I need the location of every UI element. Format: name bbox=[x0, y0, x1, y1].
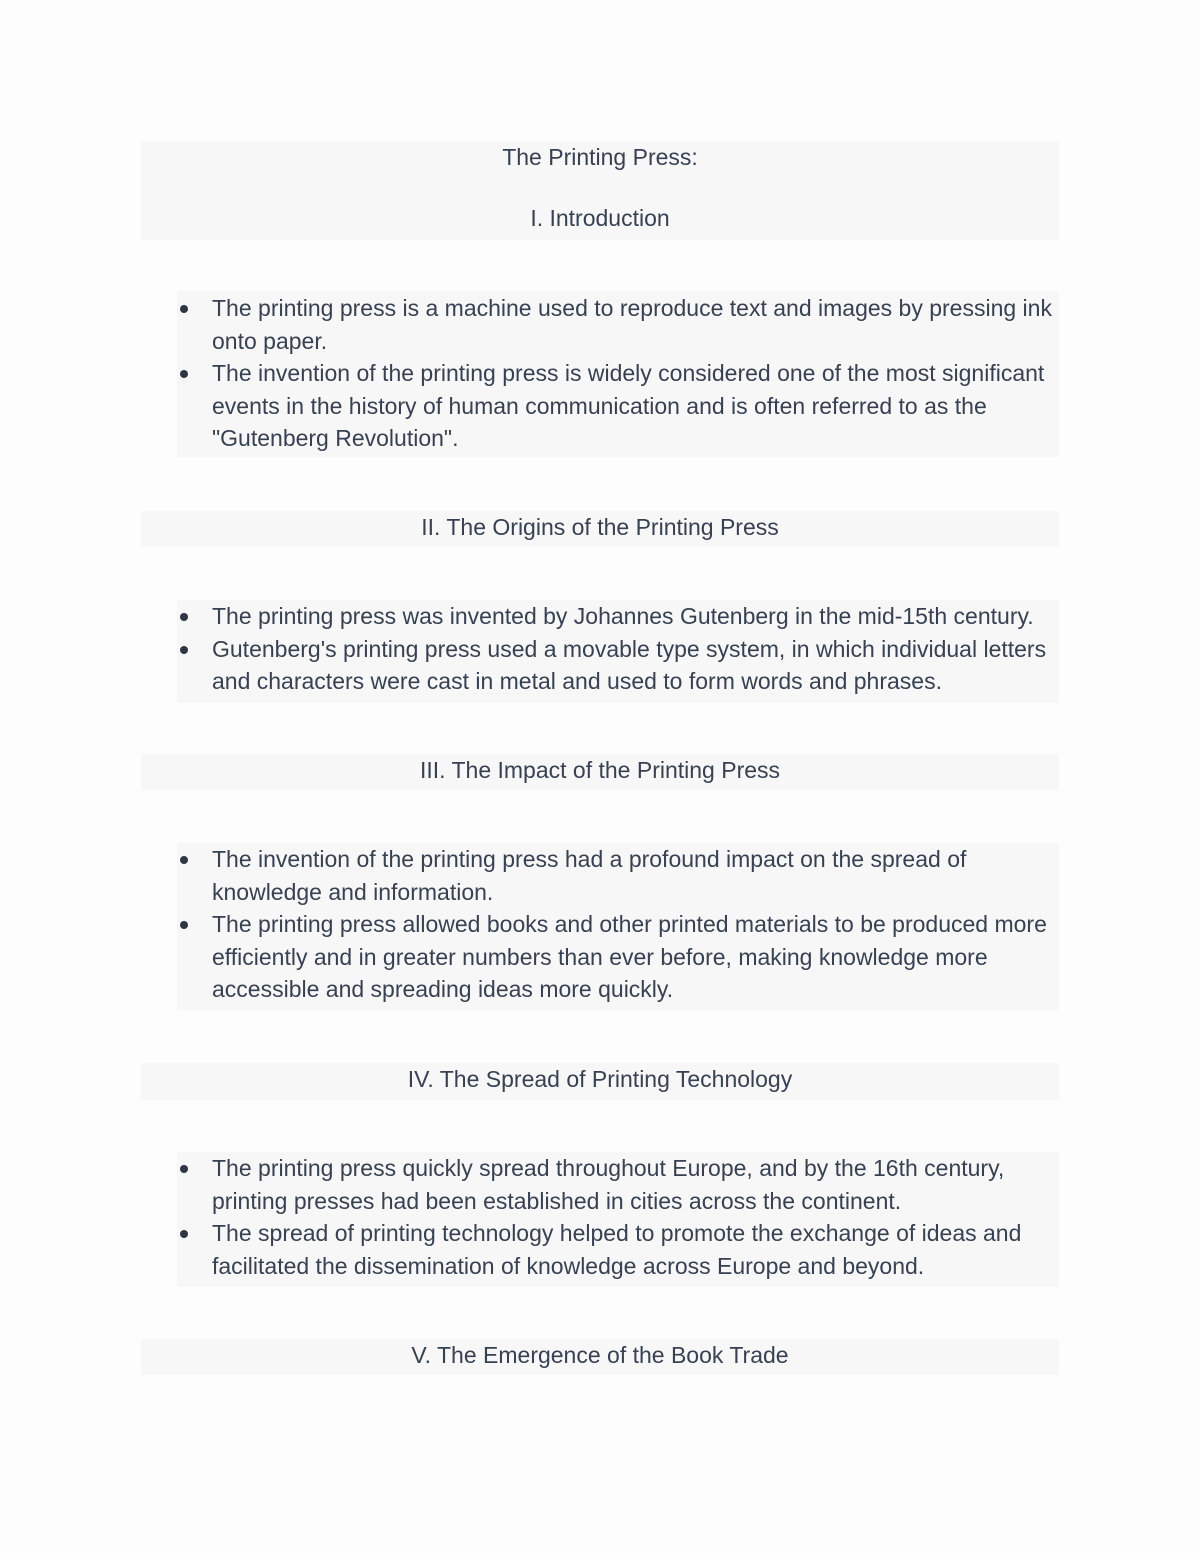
section-4-heading-band bbox=[141, 1063, 1059, 1100]
list-item bbox=[177, 908, 1059, 1006]
section-3-bullets bbox=[177, 843, 1059, 1010]
bullet-list bbox=[177, 292, 1059, 455]
section-3-heading: III. The Impact of the Printing Press bbox=[419, 757, 781, 783]
list-item-text: The printing press is a machine used to reproduce text and images by pressing ink onto paper. bbox=[212, 295, 1052, 354]
section-4-heading: IV. The Spread of Printing Technology bbox=[407, 1066, 793, 1092]
list-item-text: The spread of printing technology helped to promote the exchange of ideas and facilitated the dissemination of knowledge across Europe and beyond. bbox=[212, 1220, 1022, 1279]
list-item-text: The invention of the printing press is widely considered one of the most significant events in the history of human communication and is often referred to as the "Gutenberg Revolution". bbox=[212, 360, 1045, 451]
list-item-text: The printing press allowed books and other printed materials to be produced more efficiently and in greater numbers than ever before, making knowledge more accessible and spreading ideas more quickly. bbox=[212, 911, 1047, 1002]
list-item bbox=[177, 357, 1059, 455]
bullet-list bbox=[177, 1152, 1059, 1282]
section-2-bullets bbox=[177, 600, 1059, 703]
section-1-bullets bbox=[177, 291, 1059, 457]
section-2-heading-band bbox=[141, 511, 1059, 547]
list-item-text: The printing press was invented by Johannes Gutenberg in the mid-15th century. bbox=[212, 603, 1034, 629]
list-item-text: The invention of the printing press had a profound impact on the spread of knowledge and information. bbox=[212, 846, 967, 905]
list-item bbox=[177, 600, 1059, 633]
bullet-icon bbox=[180, 613, 188, 621]
bullet-icon bbox=[180, 646, 188, 654]
bullet-list bbox=[177, 600, 1059, 698]
bullet-icon bbox=[180, 370, 188, 378]
bullet-icon bbox=[180, 856, 188, 864]
list-item bbox=[177, 1217, 1059, 1282]
section-4-bullets bbox=[177, 1152, 1059, 1287]
document-title: The Printing Press: bbox=[502, 144, 698, 170]
list-item-text: The printing press quickly spread throughout Europe, and by the 16th century, printing presses had been established in cities across the continent. bbox=[212, 1155, 1005, 1214]
bullet-list bbox=[177, 843, 1059, 1006]
bullet-icon bbox=[180, 921, 188, 929]
section-2-heading: II. The Origins of the Printing Press bbox=[421, 514, 779, 540]
section-5-heading-band bbox=[141, 1339, 1059, 1375]
list-item-text: Gutenberg's printing press used a movable type system, in which individual letters and characters were cast in metal and used to form words and phrases. bbox=[212, 635, 1047, 694]
section-1-heading: I. Introduction bbox=[530, 205, 670, 231]
list-item bbox=[177, 843, 1059, 908]
list-item bbox=[177, 1152, 1059, 1217]
title-band bbox=[141, 141, 1059, 240]
list-item bbox=[177, 633, 1059, 698]
bullet-icon bbox=[180, 1165, 188, 1173]
section-3-heading-band bbox=[141, 754, 1059, 790]
list-item bbox=[177, 292, 1059, 357]
section-5-heading: V. The Emergence of the Book Trade bbox=[411, 1342, 789, 1368]
bullet-icon bbox=[180, 305, 188, 313]
bullet-icon bbox=[180, 1230, 188, 1238]
